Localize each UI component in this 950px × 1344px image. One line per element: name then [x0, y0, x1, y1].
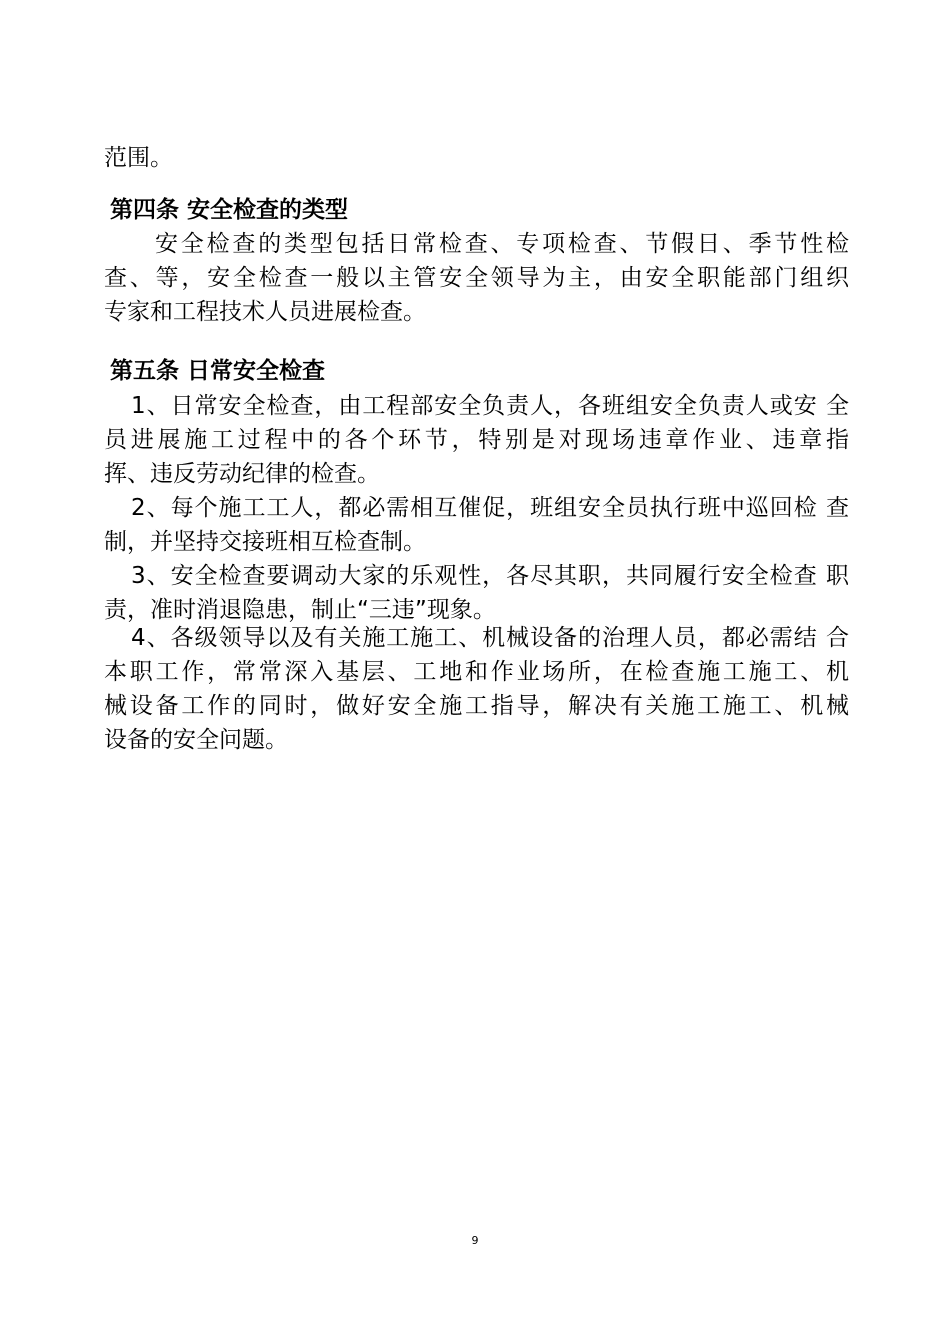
paragraph-line: 2、每个施工工人，都必需相互催促，班组安全员执行班中巡回检 查 [131, 495, 849, 521]
paragraph-line: 本职工作，常常深入基层、工地和作业场所，在检查施工施工、机 [104, 659, 849, 685]
paragraph-line: 3、安全检查要调动大家的乐观性，各尽其职，共同履行安全检查 职 [131, 563, 849, 589]
paragraph-line: 制，并坚持交接班相互检查制。 [104, 529, 426, 555]
page-number: 9 [471, 1234, 479, 1247]
paragraph-line: 范围。 [104, 145, 173, 171]
section-heading: 第五条 日常安全检查 [110, 358, 326, 384]
section-heading: 第四条 安全检查的类型 [110, 197, 349, 223]
paragraph-line: 1、日常安全检查，由工程部安全负责人，各班组安全负责人或安 全 [131, 393, 849, 419]
paragraph-line: 4、各级领导以及有关施工施工、机械设备的治理人员，都必需结 合 [131, 625, 849, 651]
paragraph-line: 挥、违反劳动纪律的检查。 [104, 461, 380, 487]
paragraph-line: 查、等，安全检查一般以主管安全领导为主，由安全职能部门组织 [104, 265, 849, 291]
paragraph-line: 械设备工作的同时，做好安全施工指导，解决有关施工施工、机械 [104, 693, 849, 719]
paragraph-line: 安全检查的类型包括日常检查、专项检查、节假日、季节性检 [155, 231, 849, 257]
paragraph-line: 员进展施工过程中的各个环节，特别是对现场违章作业、违章指 [104, 427, 849, 453]
paragraph-line: 设备的安全问题。 [104, 727, 288, 753]
paragraph-line: 责，准时消退隐患，制止“三违”现象。 [104, 597, 496, 623]
paragraph-line: 专家和工程技术人员进展检查。 [104, 299, 426, 325]
